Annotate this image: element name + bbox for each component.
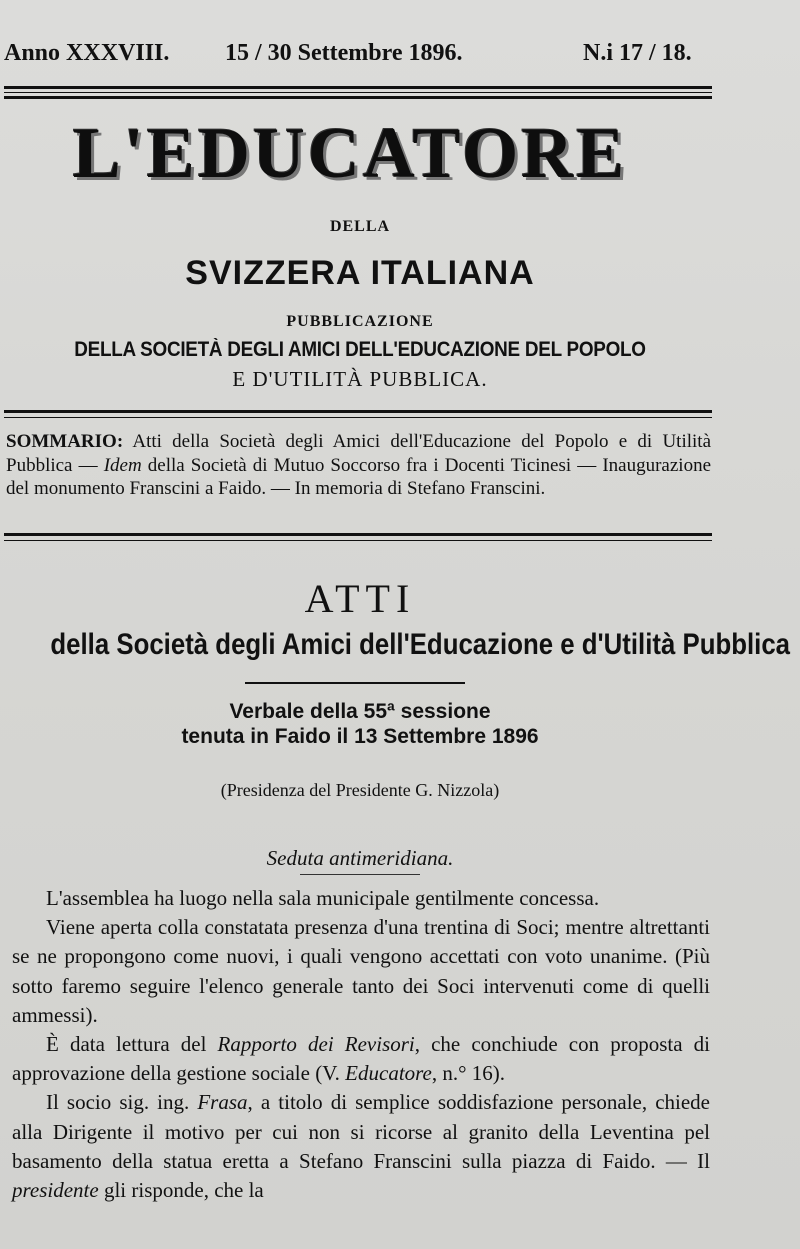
section-rule — [4, 417, 712, 418]
italic-run: Rapporto dei Revisori — [217, 1032, 415, 1057]
masthead-subtitle: SVIZZERA ITALIANA — [185, 254, 535, 292]
summary-italic: Idem — [103, 454, 142, 476]
seduta-rule — [300, 874, 420, 875]
masthead-della: DELLA — [329, 218, 391, 235]
text-run: È data lettura del — [46, 1032, 218, 1057]
header-rule — [4, 86, 712, 89]
section-rule — [4, 410, 712, 413]
summary-label: SOMMARIO: — [6, 431, 124, 452]
italic-run: Frasa — [197, 1090, 248, 1115]
summary-text: Atti della Società degli Amici dell'Educazione del Popolo e di Utilità Pubblica — — [6, 431, 711, 476]
italic-run: Educatore — [345, 1061, 432, 1086]
paragraph: L'assemblea ha luogo nella sala municipale gentilmente concessa. — [46, 886, 600, 910]
seduta-heading: Seduta antimeridiana. — [266, 846, 454, 870]
text-run: gli risponde, che la — [98, 1178, 264, 1203]
masthead-pubblicazione: PUBBLICAZIONE — [286, 313, 434, 330]
masthead-society: DELLA SOCIETÀ DEGLI AMICI DELL'EDUCAZIONE DEL POPOLO — [74, 338, 646, 361]
header-rule — [4, 96, 712, 99]
italic-run: presidente — [12, 1178, 99, 1203]
text-run: Il socio sig. ing. — [46, 1090, 198, 1115]
section-rule — [4, 540, 712, 541]
issue-date: 15 / 30 Settembre 1896. — [225, 40, 463, 66]
masthead-title: L'EDUCATORE — [72, 113, 628, 193]
text-run: , n.° 16). — [431, 1061, 506, 1086]
presidenza-line: (Presidenza del Presidente G. Nizzola) — [220, 780, 500, 800]
issue-number: N.i 17 / 18. — [583, 40, 692, 66]
issue-header — [0, 40, 720, 70]
section-rule — [4, 533, 712, 536]
verbale-line-2: tenuta in Faido il 13 Settembre 1896 — [181, 725, 539, 748]
text-run: , a titolo di semplice soddisfazione personale, chiede alla Dirigente il motivo per cui non si ricorse al granito della Leventina pel basamento della statua eretta a Stefano Franscini sulla piazza di Faido. — Il — [12, 1090, 710, 1173]
masthead-utility: E D'UTILITÀ PUBBLICA. — [232, 367, 488, 391]
text-run: , che conchiude con proposta di approvazione della gestione sociale (V. — [12, 1032, 710, 1086]
title-rule — [245, 682, 465, 684]
header-rule — [4, 92, 712, 93]
paragraph — [12, 1088, 710, 1205]
verbale-line-1: Verbale della 55ª sessione — [229, 700, 491, 723]
article-body — [12, 884, 710, 1205]
summary-text: della Società di Mutuo Soccorso fra i Docenti Ticinesi — Inaugurazione del monumento Franscini a Faido. — In memoria di Stefano Franscini. — [6, 454, 711, 499]
paragraph: Viene aperta colla constatata presenza d'una trentina di Soci; mentre altrettanti se ne propongono come nuovi, i quali vengono accettati con voto unanime. (Più sotto faremo seguire l'elenco generale tanto dei Soci intervenuti come di quelli ammessi). — [12, 915, 710, 1027]
summary-box — [6, 430, 711, 501]
article-title: ATTI — [304, 576, 416, 621]
paragraph — [12, 1030, 710, 1088]
volume-label: Anno XXXVIII. — [4, 40, 170, 66]
article-subtitle: della Società degli Amici dell'Educazione e d'Utilità Pubblica — [50, 628, 791, 661]
masthead — [20, 110, 700, 200]
